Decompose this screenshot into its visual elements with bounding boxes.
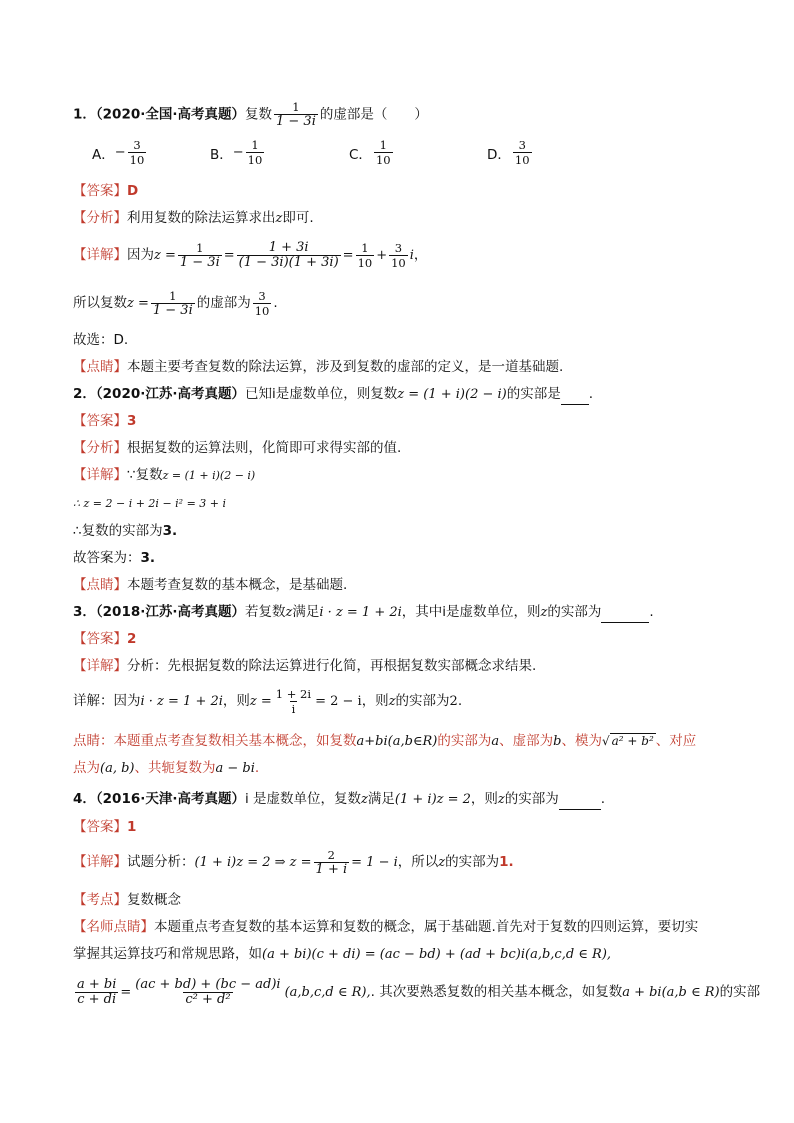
q3-answer-value: 2 [127, 631, 137, 647]
q2-final: 故答案为：3. [73, 550, 156, 566]
q3-source: （2018·江苏·高考真题） [95, 604, 245, 620]
q4-teacher-line3: $\frac{a + bi}{c + di}$ = $\frac{(ac + bd) + (bc - ad)i}{\text{c² + d²}}$ (a,b,c,d ∈ R),. 其次要熟悉复数的相关基本概念，如复数a + bi(a,b ∈ R)的实部 [77, 976, 761, 1007]
q4-detail: 【详解】试题分析：(1 + i)z = 2 ⇒ z = $\frac{2}{1 + i}$ = 1 − i，所以z的实部为1. [73, 847, 514, 877]
q3-stem: 3．（2018·江苏·高考真题）若复数z满足i · z = 1 + 2i，其中i是虚数单位，则z的实部为 . [73, 602, 654, 623]
q2-number: 2． [73, 386, 96, 402]
q1-stem [73, 100, 428, 129]
q3-tip-line2: 点为(a, b)、共轭复数为a − bi. [73, 760, 260, 776]
q4-answer-blank [559, 789, 601, 810]
q1-detail: 【详解】因为z = $\frac{1}{1 - 3i}$ = $\frac{1 + 3i}{(1 - 3i)(1 + 3i)}$ = $\frac{1}{10}$ + $\frac{3}{10}$ i， [73, 239, 428, 270]
q4-source: （2016·天津·高考真题） [95, 791, 245, 807]
q2-detail: 【详解】∵复数z = (1 + i)(2 − i) [73, 467, 256, 483]
q2-answer-value: 3 [127, 413, 137, 429]
q3-solution: 详解：因为i · z = 1 + 2i，则z = $\frac{1 + 2i}{i}$ = 2 − i，则z的实部为2. [73, 686, 463, 716]
q1-stem-end: 的虚部是（ ） [319, 106, 428, 123]
q4-answer-value: 1 [127, 819, 137, 835]
q3-answer: 【答案】2 [73, 631, 137, 647]
q4-answer: 【答案】1 [73, 819, 137, 835]
q1-fraction: $\frac{1}{1 - 3i}$ [276, 100, 316, 129]
q1-option-c: C． $\frac{1}{10}$ [349, 138, 391, 167]
q2-step: ∴ z = 2 − i + 2i − i² = 3 + i [73, 497, 227, 510]
q1-stem-text: 复数 [245, 106, 272, 123]
q1-comment: 【点睛】本题主要考查复数的除法运算，涉及到复数的虚部的定义，是一道基础题. [73, 359, 564, 375]
q4-point: 【考点】复数概念 [73, 892, 181, 908]
q1-source: （2020·全国·高考真题） [95, 106, 245, 123]
q2-step2: ∴复数的实部为3. [73, 523, 178, 539]
q2-analysis: 【分析】根据复数的运算法则，化简即可求得实部的值. [73, 440, 402, 456]
q4-teacher-line1: 【名师点睛】本题重点考查复数的基本运算和复数的概念，属于基础题.首先对于复数的四则运算，要切实 [73, 919, 699, 935]
q1-option-a: A． − $\frac{3}{10}$ [92, 138, 145, 167]
q2-answer-blank [561, 384, 589, 405]
q2-source: （2020·江苏·高考真题） [95, 386, 245, 402]
q2-stem: 2．（2020·江苏·高考真题）已知i是虚数单位，则复数z = (1 + i)(2 − i)的实部是 . [73, 384, 593, 405]
q2-comment: 【点睛】本题考查复数的基本概念，是基础题. [73, 577, 348, 593]
q1-conclusion: 所以复数z = $\frac{1}{1 - 3i}$ 的虚部为 $\frac{3}{10}$ . [73, 288, 278, 318]
q1-option-d: D． $\frac{3}{10}$ [487, 138, 530, 167]
q2-answer: 【答案】3 [73, 413, 137, 429]
q3-detail: 【详解】分析：先根据复数的除法运算进行化简，再根据复数实部概念求结果. [73, 658, 537, 674]
q1-choose: 故选：D. [73, 332, 129, 348]
q1-option-b: B． − $\frac{1}{10}$ [210, 138, 263, 167]
q3-answer-blank [601, 602, 649, 623]
q3-sqrt: √ a² + b² [601, 734, 654, 748]
q4-number: 4． [73, 791, 96, 807]
q1-answer: 【答案】D [73, 183, 139, 199]
q1-answer-value: D [127, 183, 139, 199]
q3-tip-line1: 点睛：本题重点考查复数相关基本概念，如复数a+bi(a,b∈R)的实部为a、虚部为b、模为√ a² + b² 、对应 [73, 733, 697, 749]
q4-teacher-line2: 掌握其运算技巧和常规思路，如(a + bi)(c + di) = (ac − bd) + (ad + bc)i(a,b,c,d ∈ R), [73, 946, 612, 962]
q3-number: 3． [73, 604, 96, 620]
q1-analysis: 【分析】利用复数的除法运算求出z即可. [73, 210, 314, 226]
q4-stem: 4．（2016·天津·高考真题）i 是虚数单位，复数z满足(1 + i)z = 2，则z的实部为 . [73, 789, 605, 810]
q1-number: 1． [73, 106, 96, 123]
